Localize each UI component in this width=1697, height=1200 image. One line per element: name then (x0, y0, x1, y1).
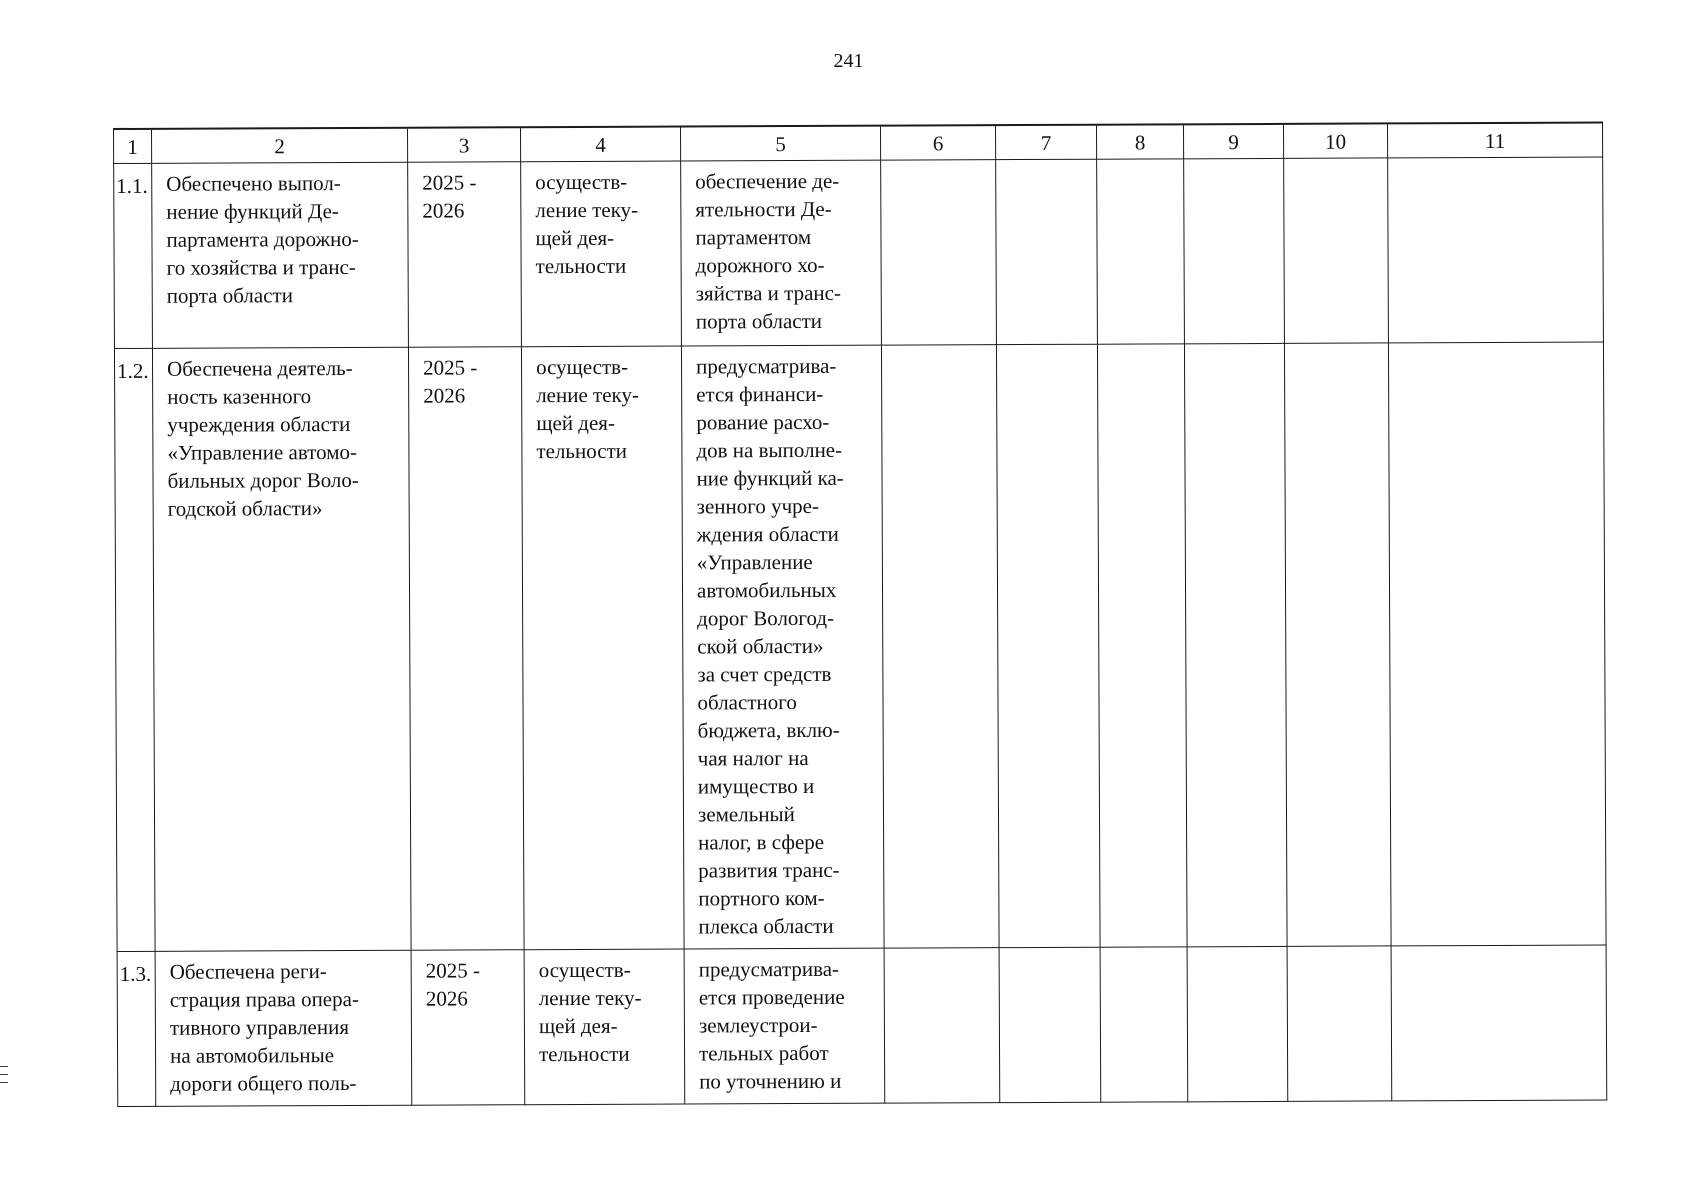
column-header: 8 (1096, 124, 1183, 159)
empty-cell (1184, 158, 1285, 343)
empty-cell (881, 345, 999, 948)
table-row (114, 342, 1606, 951)
period: 2025 - 2026 (408, 347, 524, 950)
result-description: Обеспечено выпол- нение функций Де- партамента дорожно- го хозяйства и транс- порта области (152, 162, 409, 348)
activity-type: осуществ- ление теку- щей дея- тельности (524, 949, 685, 1105)
empty-cell (1388, 342, 1606, 946)
empty-cell (881, 160, 997, 346)
empty-cell (996, 344, 1100, 947)
empty-cell (884, 948, 1000, 1104)
column-header: 7 (995, 125, 1096, 160)
activity-type: осуществ- ление теку- щей дея- тельности (521, 161, 682, 347)
empty-cell (1284, 343, 1391, 946)
empty-cell (1187, 946, 1288, 1101)
result-description: Обеспечена деятель- ность казенного учреждения области «Управление автомо- бильных дорог Воло- годской области» (152, 347, 411, 951)
column-header: 4 (521, 127, 681, 162)
empty-cell (1100, 947, 1188, 1102)
table-row (117, 945, 1607, 1106)
activity-description: предусматрива- ется финанси- рование расхо- дов на выполне- ние функций ка- зенного учре- ждения области «Управление автомобильных дорог Вологод- ской области» за счет средств областного бюджета, вклю- чая налог на имущество и земельный налог, в сфере развития транс- портного ком- плекса области (681, 345, 884, 949)
result-description: Обеспечена реги- страция права опера- тивного управления на автомобильные дороги общего поль- (155, 950, 412, 1106)
activity-type: осуществ- ление теку- щей дея- тельности (521, 346, 684, 950)
empty-cell (1097, 344, 1187, 947)
column-header: 5 (680, 126, 880, 161)
empty-cell (1388, 157, 1604, 343)
row-number: 1.1. (114, 163, 153, 348)
row-number: 1.2. (114, 348, 155, 951)
table-row (114, 157, 1604, 348)
empty-cell (1097, 159, 1185, 344)
activity-description: обеспечение де- ятельности Де- партаментом дорожного хо- зяйства и транс- порта области (681, 160, 882, 346)
column-header: 6 (880, 125, 995, 160)
column-header: 1 (114, 129, 152, 164)
document-table (113, 121, 1607, 1106)
column-header: 10 (1283, 123, 1387, 158)
column-header: 2 (152, 128, 408, 164)
period: 2025 - 2026 (408, 162, 522, 347)
empty-cell (1284, 158, 1389, 343)
empty-cell (1287, 946, 1392, 1101)
empty-cell (1391, 945, 1607, 1101)
empty-cell (999, 947, 1101, 1102)
column-header: 11 (1387, 123, 1602, 158)
column-header: 3 (408, 127, 521, 162)
row-number: 1.3. (117, 951, 156, 1106)
period: 2025 - 2026 (411, 950, 525, 1105)
scan-artifact-mark (0, 1066, 8, 1096)
page-number: 241 (833, 50, 864, 72)
empty-cell (1184, 343, 1287, 946)
activity-description: предусматрива- ется проведение землеустрои- тельных работ по уточнению и (684, 948, 885, 1104)
empty-cell (996, 159, 1098, 344)
column-header: 9 (1183, 124, 1283, 159)
